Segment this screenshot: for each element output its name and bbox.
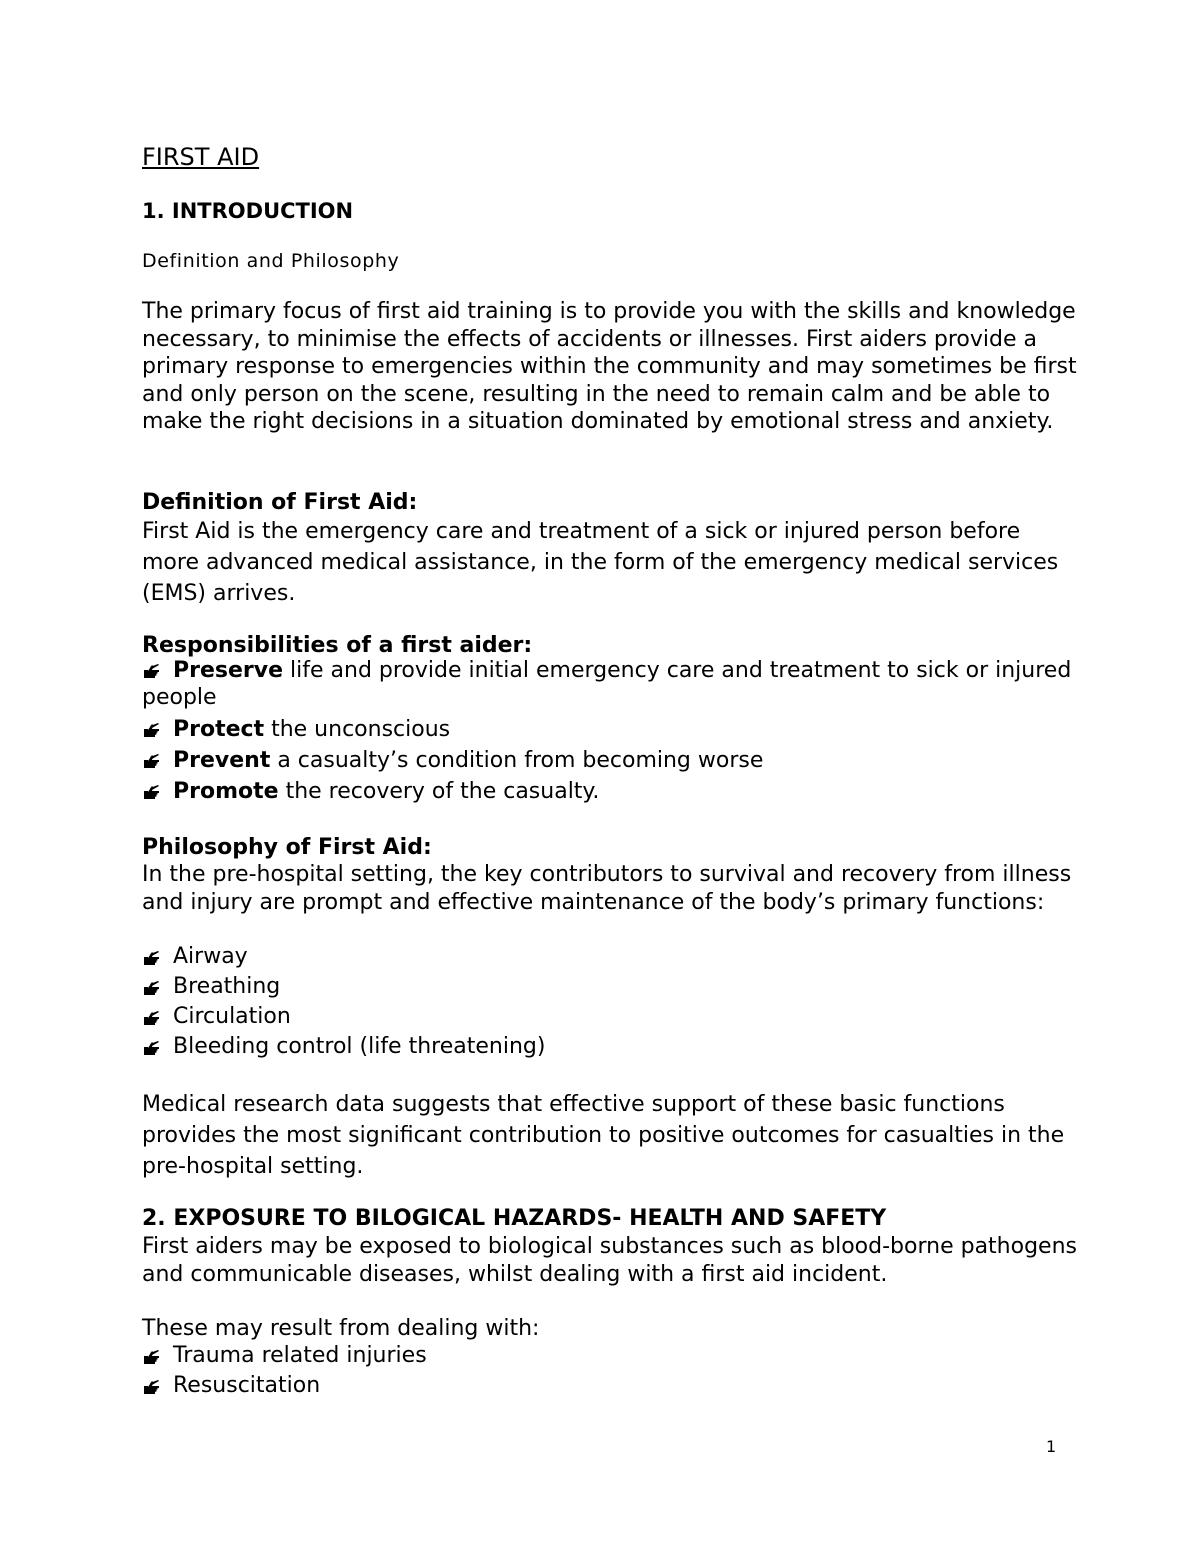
hand-pointing-icon (142, 1341, 166, 1372)
hand-pointing-icon (142, 745, 166, 776)
page-number: 1 (1046, 1437, 1057, 1456)
list-item (142, 657, 1082, 711)
list-item (142, 776, 1082, 807)
section-2-lead: These may result from dealing with: (142, 1316, 540, 1341)
list-item (142, 942, 1082, 972)
list-item (142, 972, 1082, 1002)
responsibility-text: life and provide initial emergency care and treatment to sick or injured people (142, 658, 1072, 710)
hand-pointing-icon (142, 1371, 166, 1402)
exposure-trauma: Trauma related injuries (173, 1343, 427, 1368)
document-title: FIRST AID (142, 143, 260, 171)
list-item (142, 1371, 1082, 1401)
hand-pointing-icon (142, 1002, 166, 1033)
function-airway: Airway (173, 944, 248, 969)
hand-pointing-icon (142, 776, 166, 807)
section-1-heading: 1. INTRODUCTION (142, 199, 354, 223)
responsibility-text: the unconscious (264, 717, 451, 742)
section-2-heading: 2. EXPOSURE TO BILOGICAL HAZARDS- HEALTH AND SAFETY (142, 1206, 887, 1231)
function-bleeding-control: Bleeding control (life threatening) (173, 1034, 546, 1059)
responsibility-bold-preserve: Preserve (173, 658, 284, 683)
exposure-resuscitation: Resuscitation (173, 1373, 321, 1398)
hand-pointing-icon (142, 942, 166, 973)
hand-pointing-icon (142, 655, 166, 686)
definition-paragraph: First Aid is the emergency care and treatment of a sick or injured person before more advanced medical assistance, in the form of the emergency medical services (EMS) arrives. (142, 519, 1059, 606)
function-breathing: Breathing (173, 974, 281, 999)
responsibility-text: a casualty’s condition from becoming worse (270, 748, 764, 773)
list-item (142, 1032, 1082, 1062)
philosophy-paragraph: In the pre-hospital setting, the key contributors to survival and recovery from illness and injury are prompt and effective maintenance of the body’s primary functions: (142, 862, 1072, 915)
list-item (142, 1341, 1082, 1371)
responsibility-text: the recovery of the casualty. (278, 779, 600, 804)
exposure-sources-list (142, 1341, 1082, 1401)
responsibilities-list (142, 657, 1082, 807)
responsibility-bold-prevent: Prevent (173, 748, 271, 773)
hand-pointing-icon (142, 714, 166, 745)
hand-pointing-icon (142, 1032, 166, 1063)
philosophy-heading: Philosophy of First Aid: (142, 835, 432, 860)
responsibility-bold-protect: Protect (173, 717, 265, 742)
responsibility-bold-promote: Promote (173, 779, 279, 804)
list-item (142, 1002, 1082, 1032)
intro-paragraph: The primary focus of first aid training is to provide you with the skills and knowledge necessary, to minimise the effects of accidents or illnesses. First aiders provide a primary response to emergencies within the community and may sometimes be first and only person on the scene, resulting in the need to remain calm and be able to make the right decisions in a situation dominated by emotional stress and anxiety. (142, 299, 1077, 434)
subheading-definition-philosophy: Definition and Philosophy (142, 250, 400, 272)
list-item (142, 714, 1082, 745)
definition-heading: Definition of First Aid: (142, 490, 418, 515)
section-2-paragraph: First aiders may be exposed to biological substances such as blood-borne pathogens and communicable diseases, whilst dealing with a first aid incident. (142, 1234, 1077, 1287)
hand-pointing-icon (142, 972, 166, 1003)
responsibilities-heading: Responsibilities of a first aider: (142, 633, 533, 658)
research-paragraph: Medical research data suggests that effective support of these basic functions provides the most significant contribution to positive outcomes for casualties in the pre-hospital setting. (142, 1092, 1065, 1179)
list-item (142, 745, 1082, 776)
function-circulation: Circulation (173, 1004, 291, 1029)
primary-functions-list (142, 942, 1082, 1062)
